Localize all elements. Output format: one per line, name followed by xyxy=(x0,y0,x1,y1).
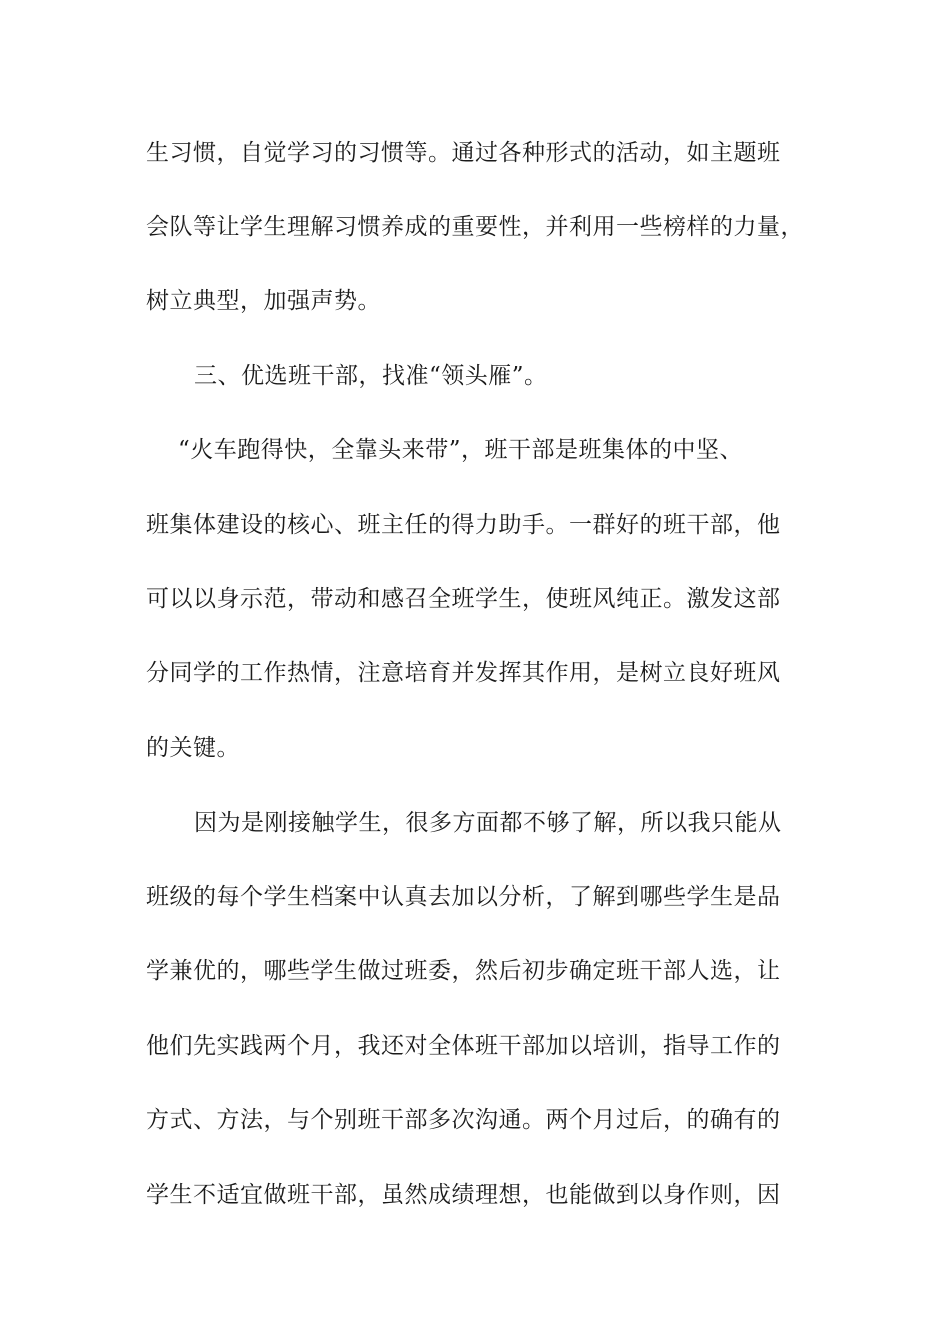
text-line: 会队等让学生理解习惯养成的重要性，并利用一些榜样的力量， xyxy=(146,214,804,240)
text-line: 分同学的工作热情，注意培育并发挥其作用，是树立良好班风 xyxy=(146,660,781,686)
text-line: 的关键。 xyxy=(146,735,240,761)
text-line: “火车跑得快，全靠头来带”，班干部是班集体的中坚、 xyxy=(178,437,744,463)
section-heading: 三、优选班干部，找准“领头雁”。 xyxy=(194,363,548,389)
text-line: 学生不适宜做班干部，虽然成绩理想，也能做到以身作则，因 xyxy=(146,1182,781,1208)
text-line: 方式、方法，与个别班干部多次沟通。两个月过后，的确有的 xyxy=(146,1107,781,1133)
text-line: 班级的每个学生档案中认真去加以分析，了解到哪些学生是品 xyxy=(146,884,781,910)
text-line: 他们先实践两个月，我还对全体班干部加以培训，指导工作的 xyxy=(146,1033,781,1059)
text-line: 可以以身示范，带动和感召全班学生，使班风纯正。激发这部 xyxy=(146,586,781,612)
text-line: 生习惯，自觉学习的习惯等。通过各种形式的活动，如主题班 xyxy=(146,140,781,166)
text-line: 学兼优的，哪些学生做过班委，然后初步确定班干部人选，让 xyxy=(146,958,781,984)
text-line: 班集体建设的核心、班主任的得力助手。一群好的班干部，他 xyxy=(146,512,781,538)
text-line: 树立典型，加强声势。 xyxy=(146,288,381,314)
text-line: 因为是刚接触学生，很多方面都不够了解，所以我只能从 xyxy=(194,810,782,836)
